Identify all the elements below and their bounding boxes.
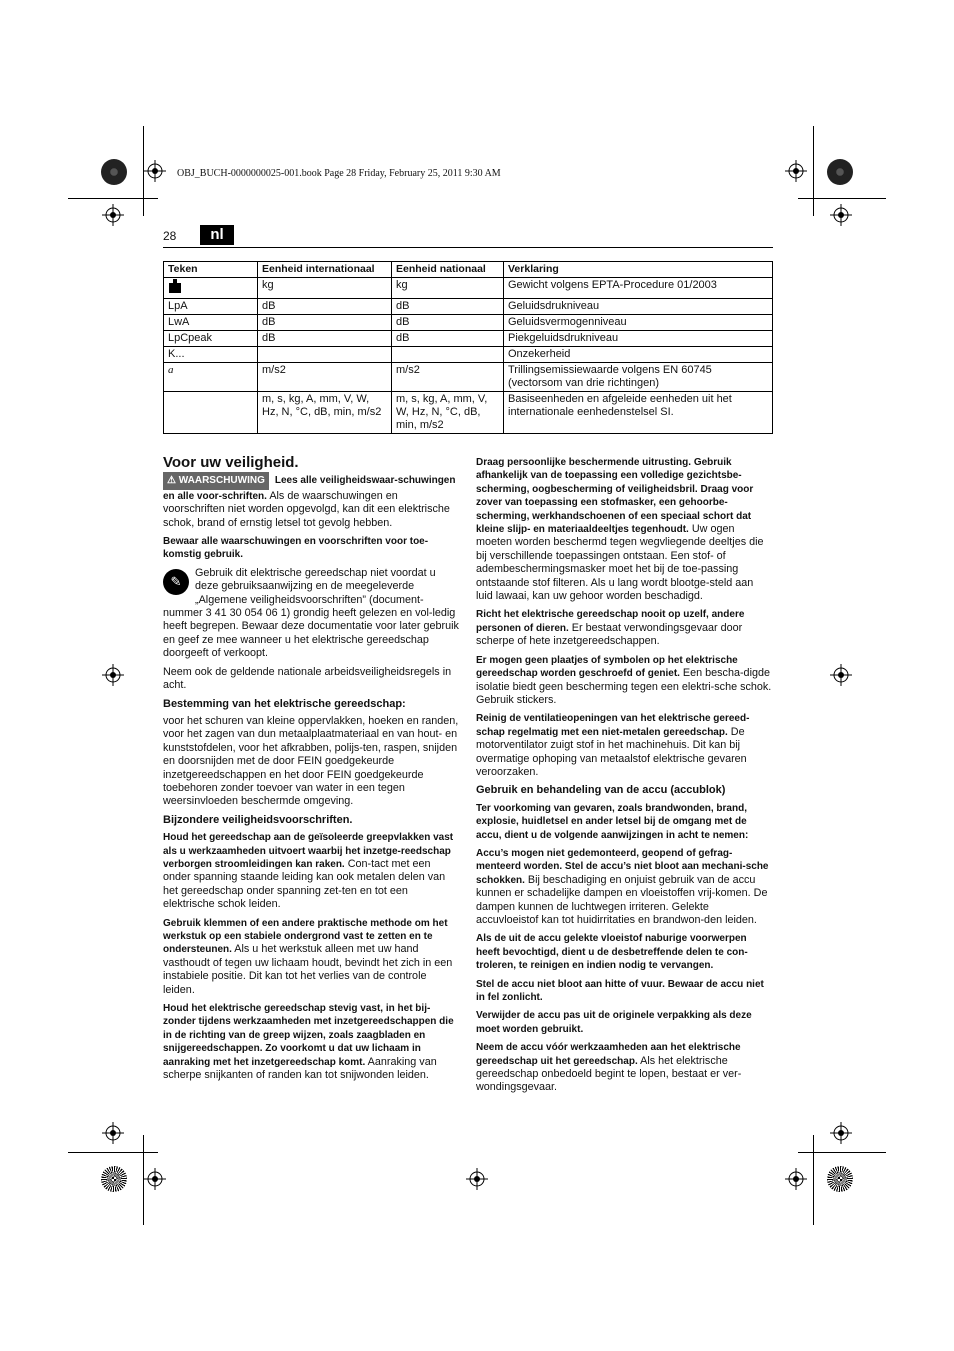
manual-paragraph: [163, 567, 461, 661]
table-cell: Basiseenheden en afgeleide eenheden uit het internationale eenhedenstelsel SI.: [504, 392, 773, 434]
safety-paragraph: [163, 917, 461, 997]
warning-paragraph: [163, 472, 461, 530]
table-header-row: [164, 262, 773, 278]
table-cell: a: [164, 363, 258, 392]
safety-paragraph: [476, 456, 773, 603]
safety-bold: Neem de accu vóór werkzaamheden aan het elektrische gereedschap uit het gereedschap.: [476, 1042, 741, 1067]
safety-paragraph: [163, 1002, 461, 1082]
safety-paragraph: Als de uit de accu gelekte vloeistof naburige voorwerpen heeft bevochtigd, dient u de desbetreffende delen te con-troleren, te reinigen en indien nodig te vervangen.: [476, 933, 748, 972]
registration-mark-icon: [102, 664, 124, 686]
table-cell: dB: [258, 299, 392, 315]
safety-text: Bij beschadiging en onjuist gebruik van de accu kunnen er schadelijke dampen en vloeistoffen vrij-komen. De dampen kunnen de luchtwegen irriteren. Gelekte accuvloeistof kan tot huidirritaties en brandwon-den leiden.: [476, 873, 768, 926]
safety-paragraph: [476, 847, 773, 927]
safety-text: Als het elektrische gereedschap onbedoeld begint te lopen, bestaat er ver-wondingsgevaar.: [476, 1054, 742, 1094]
purpose-text: voor het schuren van kleine oppervlakken, hoeken en randen, voor het zagen van dun metaalplaatmateriaal en van hout- en kunststofdelen, voor het afkrabben, polijs-ten, raspen, snijden en doorsnijden met de door FEIN goedgekeurde inzetgereedschappen en het door FEIN goedgekeurde toebehoren zonder toevoer van water in een tegen weersinvloeden beschermde omgeving.: [163, 714, 459, 808]
table-cell: m/s2: [392, 363, 504, 392]
language-badge: nl: [200, 225, 234, 245]
safety-bold: Houd het elektrische gereedschap stevig vast, in het bij-zonder tijdens werkzaamheden met inzetgereedschappen die in de richting van de greep wijzen, zoals zaagbladen en snijgereedschappen. Zo voorkomt u dat uw lichaam in aanraking met het inzetgereedschap komt.: [163, 1003, 454, 1068]
special-title: Bijzondere veiligheidsvoorschriften.: [163, 813, 353, 826]
page-number: 28: [163, 229, 177, 243]
table-row: [164, 392, 773, 434]
safety-paragraph: Stel de accu niet bloot aan hitte of vuur. Bewaar de accu niet in fel zonlicht.: [476, 978, 764, 1004]
right-column: [476, 456, 773, 1100]
registration-mark-icon: [102, 1122, 124, 1144]
safety-text: Er bestaat verwondingsgevaar door scherpe of hete inzetgereedschappen.: [476, 621, 743, 648]
safety-paragraph: Verwijder de accu pas uit de originele verpakking als deze moet worden gebruikt.: [476, 1010, 752, 1035]
safety-paragraph: [476, 654, 773, 708]
table-header-cell: Eenheid internationaal: [258, 262, 392, 278]
safety-bold: Er mogen geen plaatjes of symbolen op het elektrische gereedschap worden geschroefd of geniet.: [476, 654, 738, 680]
crop-mark: [798, 198, 886, 199]
manual-text: Gebruik dit elektrische gereedschap niet voordat u deze gebruiksaanwijzing en de meegeleverde „Algemene veiligheidsvoorschriften” (document-nummer 3 41 30 054 06 1) grondig heeft gelezen en vol-ledig heeft begrepen. Bewaar deze documentatie voor later gebruik en geef ze mee wanneer u het elektrische gereedschap doorgeeft of verkoopt.: [163, 566, 459, 660]
safety-paragraph: [476, 1041, 773, 1095]
weight-icon: [164, 278, 258, 299]
safety-bold: Richt het elektrische gereedschap nooit op uzelf, andere personen of dieren.: [476, 609, 745, 634]
warning-bold: Lees alle veiligheidswaar-schuwingen en alle voor-schriften.: [163, 475, 456, 502]
table-cell: dB: [392, 299, 504, 315]
registration-mark-icon: [144, 160, 166, 182]
table-cell: [392, 347, 504, 363]
battery-intro: Ter voorkoming van gevaren, zoals brandwonden, brand, explosie, huidletsel en ander letsel bij de omgang met de accu, dient u de volgende aanwijzingen in acht te nemen:: [476, 802, 749, 841]
national-rules: Neem ook de geldende nationale arbeidsveiligheidsregels in acht.: [163, 665, 452, 692]
star-target-icon: [101, 1166, 127, 1192]
table-cell: Trillingsemissiewaarde volgens EN 60745 (vectorsom van drie richtingen): [504, 363, 773, 392]
table-cell: m/s2: [258, 363, 392, 392]
safety-text: Uw ogen moeten worden beschermd tegen wegvliegende deeltjes die bij verschillende toepassingen ontstaan. Een stof- of adembeschermingsmasker moet het bij de toe-passing ontstaande stof filteren. Als u lang wordt blootge-steld aan luid lawaai, kan uw gehoor worden beschadigd.: [476, 523, 764, 603]
table-cell: K...: [164, 347, 258, 363]
table-cell: Piekgeluidsdrukniveau: [504, 331, 773, 347]
keep-instructions: Bewaar alle waarschuwingen en voorschriften voor toe-komstig gebruik.: [163, 536, 429, 561]
safety-bold: Reinig de ventilatieopeningen van het elektrische gereed-schap regelmatig met een niet-metalen gereedschap.: [476, 713, 750, 738]
registration-mark-icon: [830, 664, 852, 686]
table-cell: m, s, kg, A, mm, V, W, Hz, N, °C, dB, min, m/s2: [392, 392, 504, 434]
crop-mark: [68, 198, 158, 199]
color-target-icon: [101, 159, 127, 185]
warning-badge-label: WAARSCHUWING: [178, 475, 265, 487]
safety-bold: Draag persoonlijke beschermende uitrusting. Gebruik afhankelijk van de toepassing een volledige gezichtsbe-scherming, oogbescherming of veiligheidsbril. Draag voor zover van toepassing een stofmasker, een gehoorbe-scherming, werkhandschoenen of een speciaal schort dat kleine slijp- en materiaaldeeltjes tegenhoudt.: [476, 457, 754, 536]
section-title: Voor uw veiligheid.: [163, 454, 299, 471]
crop-mark: [68, 1152, 158, 1153]
table-row: [164, 347, 773, 363]
registration-mark-icon: [144, 1168, 166, 1190]
table-cell: Gewicht volgens EPTA-Procedure 01/2003: [504, 278, 773, 299]
table-cell: [258, 347, 392, 363]
registration-mark-icon: [830, 204, 852, 226]
table-cell: Geluidsvermogenniveau: [504, 315, 773, 331]
crop-mark: [813, 126, 814, 216]
registration-mark-icon: [785, 160, 807, 182]
units-table: [163, 261, 773, 434]
table-cell: dB: [258, 331, 392, 347]
warning-text: Als de waarschuwingen en voorschriften niet worden opgevolgd, kan dit een elektrische schok, brand of ernstig letsel tot gevolg hebben.: [163, 489, 450, 529]
table-cell: m, s, kg, A, mm, V, W, Hz, N, °C, dB, min, m/s2: [258, 392, 392, 434]
table-cell: dB: [258, 315, 392, 331]
table-cell: LwA: [164, 315, 258, 331]
table-row: [164, 278, 773, 299]
registration-mark-icon: [466, 1168, 488, 1190]
safety-text: Als u het werkstuk alleen met uw hand vasthoudt of tegen uw lichaam houdt, bevindt het zich in een instabiele positie. Dit kan tot het verlies van de controle leiden.: [163, 943, 453, 996]
registration-mark-icon: [785, 1168, 807, 1190]
safety-paragraph: [476, 608, 773, 648]
table-row: [164, 331, 773, 347]
registration-mark-icon: [102, 204, 124, 226]
table-cell: LpA: [164, 299, 258, 315]
table-cell: [164, 392, 258, 434]
table-header-cell: Verklaring: [504, 262, 773, 278]
table-header-cell: Eenheid nationaal: [392, 262, 504, 278]
table-cell: kg: [258, 278, 392, 299]
table-cell: Geluidsdrukniveau: [504, 299, 773, 315]
registration-mark-icon: [830, 1122, 852, 1144]
table-cell: dB: [392, 315, 504, 331]
table-cell: kg: [392, 278, 504, 299]
safety-paragraph: [476, 712, 773, 779]
star-target-icon: [827, 1166, 853, 1192]
safety-text: Een bescha-digde isolatie biedt geen bescherming tegen een elektri-sche schok. Gebruik stickers.: [476, 667, 772, 706]
warning-badge: ⚠ WAARSCHUWING: [163, 472, 269, 489]
battery-title: Gebruik en behandeling van de accu (accublok): [476, 784, 726, 797]
crop-mark: [798, 1152, 886, 1153]
left-column: [163, 456, 461, 1087]
table-row: [164, 363, 773, 392]
color-target-icon: [827, 159, 853, 185]
safety-paragraph: [163, 831, 461, 911]
book-header: OBJ_BUCH-0000000025-001.book Page 28 Friday, February 25, 2011 9:30 AM: [177, 168, 501, 179]
table-row: [164, 315, 773, 331]
safety-text: Aanraking van scherpe snijkanten of randen kan tot snijwonden leiden.: [163, 1055, 437, 1082]
crop-mark: [813, 1135, 814, 1225]
read-manual-icon: ✎: [163, 569, 189, 595]
table-cell: LpCpeak: [164, 331, 258, 347]
purpose-title: Bestemming van het elektrische gereedschap:: [163, 697, 406, 710]
table-row: [164, 299, 773, 315]
header-rule: [163, 247, 773, 248]
safety-bold: Gebruik klemmen of een andere praktische methode om het werkstuk op een stabiele ondergrond vast te zetten en te ondersteunen.: [163, 917, 448, 956]
table-header-cell: Teken: [164, 262, 258, 278]
safety-bold: Houd het gereedschap aan de geïsoleerde greepvlakken vast als u werkzaamheden uitvoert waarbij het inzetge-reedschap verborgen stroomleidingen kan raken.: [163, 832, 454, 870]
safety-text: Con-tact met een onder spanning staande leiding kan ook metalen delen van het gereedschap onder spanning zet-ten en tot een elektrische schok leiden.: [163, 857, 446, 911]
table-cell: dB: [392, 331, 504, 347]
safety-text: De motorventilator zuigt stof in het machinehuis. Dit kan bij overmatige ophoping van metaalstof elektrische gevaren veroorzaken.: [476, 725, 747, 778]
table-cell: Onzekerheid: [504, 347, 773, 363]
safety-bold: Accu’s mogen niet gedemonteerd, geopend of gefrag-menteerd worden. Stel de accu’s niet bloot aan mechani-sche schokken.: [476, 847, 769, 886]
